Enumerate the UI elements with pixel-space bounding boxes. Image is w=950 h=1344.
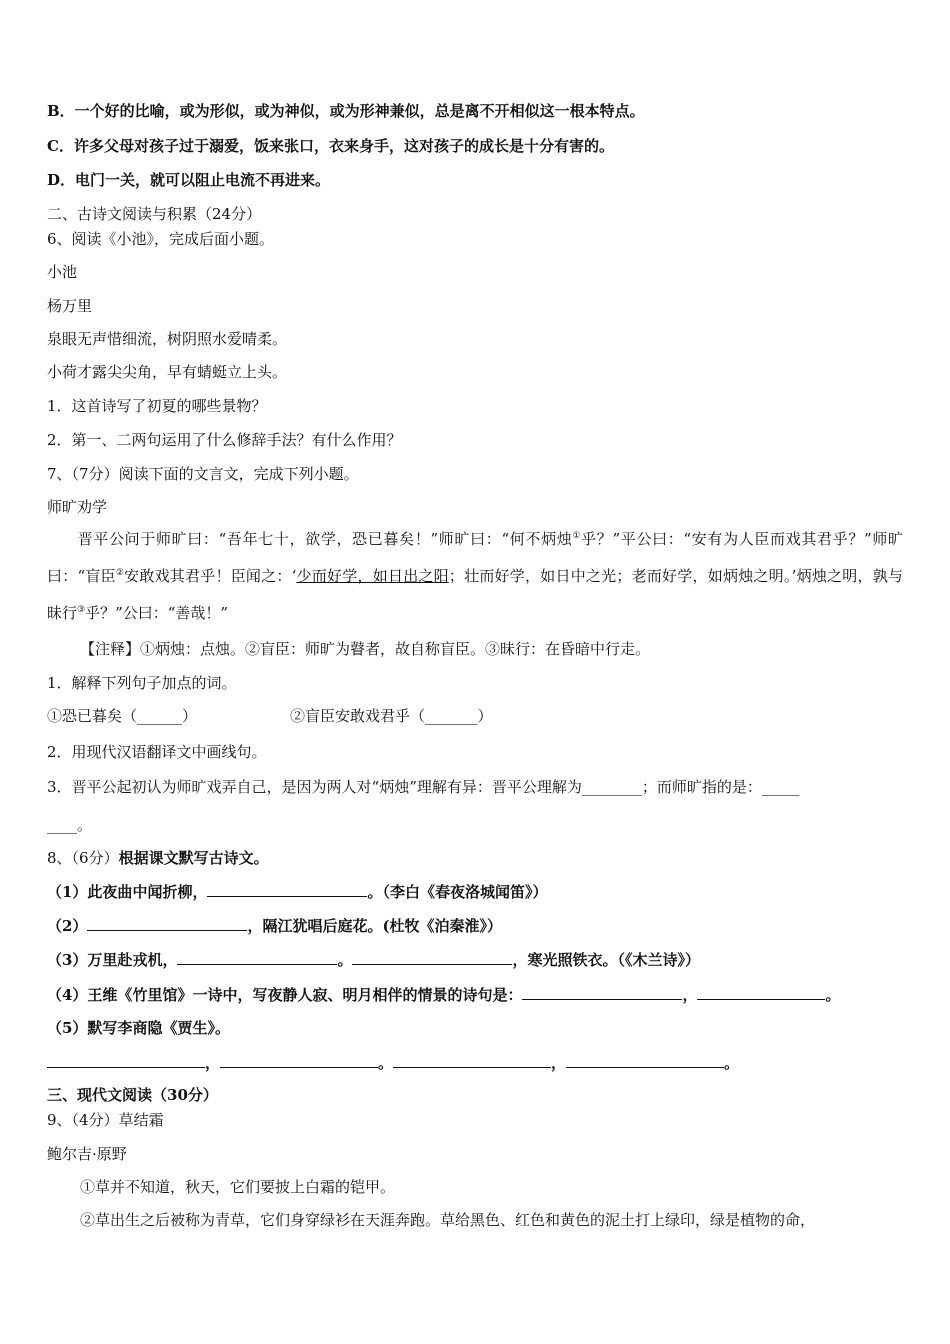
note-marker: ② — [115, 568, 125, 578]
q9-paragraph-2: ②草出生之后被称为青草，它们身穿绿衫在天涯奔跑。草给黑色、红色和黄色的泥土打上绿印，绿是植物的命， — [80, 1211, 816, 1229]
passage-text: 如炳烛之明。’炳烛之明，孰与昧行 — [47, 567, 903, 622]
option-d: D．电门一关，就可以阻止电流不再进来。 — [47, 171, 331, 189]
passage-text: 晋平公问于师旷曰：“吾年七十，欲学，恐已暮矣！”师旷曰：“何不炳烛 — [77, 530, 573, 548]
q7-sub1: 1．解释下列句子加点的词。 — [47, 674, 237, 692]
note-marker: ③ — [77, 605, 86, 615]
poem-line-1: 泉眼无声惜细流，树阴照水爱晴柔。 — [47, 330, 288, 348]
answer-blank[interactable] — [207, 881, 367, 897]
q6-intro: 6、阅读《小池》，完成后面小题。 — [47, 230, 275, 248]
q8-instruction: 根据课文默写古诗文。 — [118, 849, 269, 867]
answer-blank[interactable] — [566, 1052, 724, 1068]
option-c: C．许多父母对孩子过于溺爱，饭来张口，衣来身手，这对孩子的成长是十分有害的。 — [47, 137, 614, 155]
answer-blank[interactable] — [177, 949, 337, 965]
section-heading-classical: 二、古诗文阅读与积累（24分） — [47, 205, 262, 223]
answer-blank[interactable] — [522, 984, 682, 1000]
q7-sub1-b: ②盲臣安敢戏君乎（_______） — [290, 707, 493, 725]
passage-text: 其君乎？”师旷曰：“盲臣 — [47, 530, 903, 585]
q9-author: 鲍尔吉·原野 — [47, 1145, 127, 1163]
section-heading-modern: 三、现代文阅读（30分） — [47, 1086, 218, 1104]
q9-intro: 9、（4分）草结霜 — [47, 1111, 164, 1129]
q8-item-2: （2） ，隔江犹唱后庭花。(杜牧《泊秦淮》） — [47, 917, 503, 935]
passage-paragraph — [47, 521, 903, 632]
q8-item-3: （3）万里赴戎机， 。 ，寒光照铁衣。（《木兰诗》） — [47, 951, 700, 969]
option-b: B．一个好的比喻，或为形似，或为神似，或为形神兼似，总是离不开相似这一根本特点。 — [47, 102, 645, 120]
passage-text: 乎？”平公曰：“安有为人臣而戏 — [581, 530, 802, 548]
poem-title: 小池 — [47, 263, 78, 281]
passage-text: 安敢戏其君乎！臣闻之：‘ — [124, 567, 297, 585]
answer-blank[interactable] — [47, 1052, 205, 1068]
answer-blank[interactable] — [220, 1052, 378, 1068]
poem-line-2: 小荷才露尖尖角，早有蜻蜓立上头。 — [47, 363, 288, 381]
answer-blank[interactable] — [352, 949, 512, 965]
answer-blank[interactable] — [697, 984, 825, 1000]
passage-text: 乎？”公曰：“善哉！” — [85, 604, 229, 622]
q8-item-5-blanks: ， 。 ， 。 — [47, 1052, 739, 1073]
q6-sub1: 1．这首诗写了初夏的哪些景物？ — [47, 397, 267, 415]
q8-item-5: （5）默写李商隐《贾生》。 — [47, 1019, 230, 1037]
q8-item-4: （4）王维《竹里馆》一诗中，写夜静人寂、明月相伴的情景的诗句是： ， 。 — [47, 986, 841, 1004]
passage-text: ；壮而好学，如日中之光；老而好学， — [448, 567, 708, 585]
passage-title: 师旷劝学 — [47, 498, 108, 516]
answer-blank[interactable] — [393, 1052, 551, 1068]
q6-sub2: 2．第一、二两句运用了什么修辞手法？有什么作用？ — [47, 431, 402, 449]
underlined-sentence: 少而好学，如日出之阳 — [296, 567, 449, 585]
q8-score: 8、（6分） — [47, 849, 119, 867]
annotation-note: 【注释】①炳烛：点烛。②盲臣：师旷为瞽者，故自称盲臣。③昧行：在昏暗中行走。 — [80, 640, 651, 658]
answer-blank[interactable] — [87, 915, 247, 931]
q7-sub3-cont: ____。 — [47, 816, 93, 834]
q8-intro — [47, 848, 269, 868]
q9-paragraph-1: ①草并不知道，秋天，它们要披上白霜的铠甲。 — [80, 1178, 396, 1196]
note-marker: ① — [572, 531, 582, 541]
q7-sub2: 2．用现代汉语翻译文中画线句。 — [47, 743, 267, 761]
q7-intro: 7、（7分）阅读下面的文言文，完成下列小题。 — [47, 465, 359, 483]
q7-sub1-a: ①恐已暮矣（______） — [47, 707, 198, 725]
q7-sub3: 3．晋平公起初认为师旷戏弄自己，是因为两人对“炳烛”理解有异：晋平公理解为________；而师旷指的是：_____ — [47, 778, 800, 796]
poem-author: 杨万里 — [47, 297, 93, 315]
q8-item-1: （1）此夜曲中闻折柳， 。（李白《春夜洛城闻笛》） — [47, 883, 548, 901]
